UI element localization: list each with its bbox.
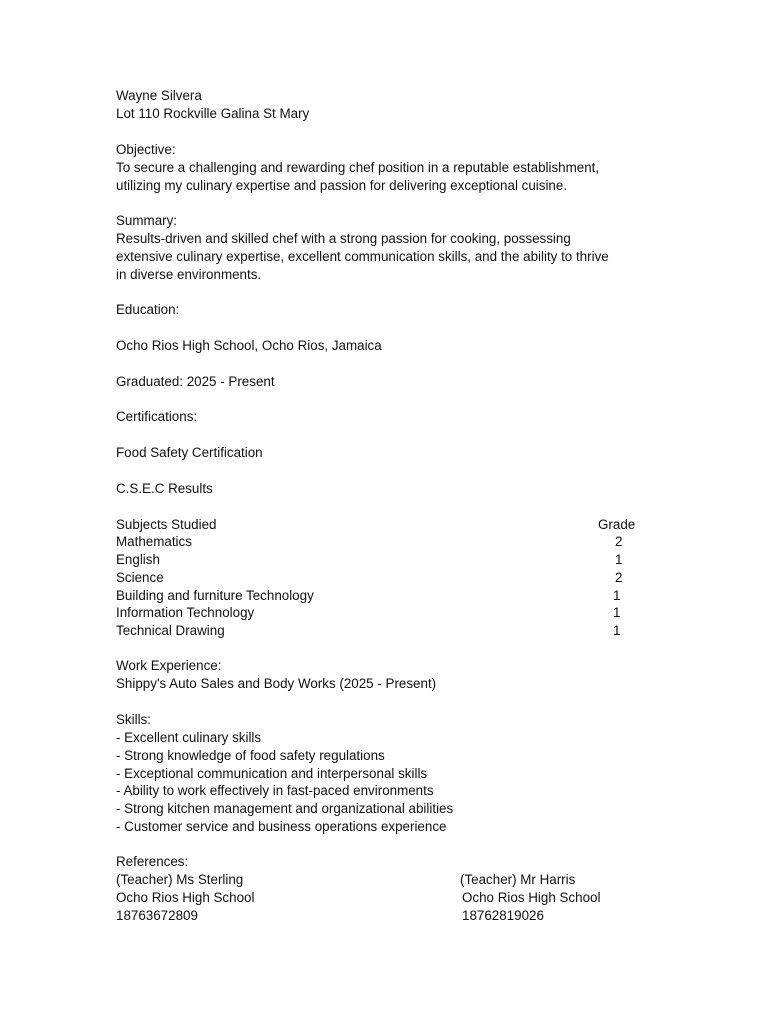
skill-item: - Exceptional communication and interpersonal skills (116, 766, 428, 781)
subject-grade: 1 (613, 588, 621, 603)
subject-grade: 2 (615, 534, 623, 549)
subject-name: Mathematics (116, 534, 192, 549)
skill-item: - Strong knowledge of food safety regulations (116, 748, 385, 763)
reference-left-phone: 18763672809 (116, 908, 198, 923)
skill-item: - Excellent culinary skills (116, 730, 262, 745)
applicant-name: Wayne Silvera (116, 88, 202, 103)
applicant-address: Lot 110 Rockville Galina St Mary (116, 106, 310, 121)
skill-item: - Strong kitchen management and organizational abilities (116, 801, 454, 816)
subject-grade: 1 (615, 552, 623, 567)
objective-line: To secure a challenging and rewarding chef position in a reputable establishment, (116, 160, 600, 175)
skill-item: - Customer service and business operations experience (116, 819, 447, 834)
reference-right-name: (Teacher) Mr Harris (460, 872, 576, 887)
summary-heading: Summary: (116, 213, 178, 228)
subject-name: Technical Drawing (116, 623, 225, 638)
objective-heading: Objective: (116, 142, 176, 157)
subject-grade: 1 (613, 605, 621, 620)
subject-name: Building and furniture Technology (116, 588, 314, 603)
certification-item: Food Safety Certification (116, 445, 263, 460)
education-graduated: Graduated: 2025 - Present (116, 374, 275, 389)
subject-grade: 1 (613, 623, 621, 638)
grade-header: Grade (598, 517, 636, 532)
work-heading: Work Experience: (116, 658, 222, 673)
certifications-heading: Certifications: (116, 409, 198, 424)
summary-line: in diverse environments. (116, 267, 262, 282)
skills-heading: Skills: (116, 712, 151, 727)
subject-grade: 2 (615, 570, 623, 585)
education-heading: Education: (116, 302, 180, 317)
summary-line: extensive culinary expertise, excellent communication skills, and the ability to thrive (116, 249, 609, 264)
subject-name: Information Technology (116, 605, 255, 620)
education-school: Ocho Rios High School, Ocho Rios, Jamaica (116, 338, 382, 353)
summary-line: Results-driven and skilled chef with a strong passion for cooking, possessing (116, 231, 571, 246)
subjects-header: Subjects Studied (116, 517, 217, 532)
reference-right-phone: 18762819026 (462, 908, 544, 923)
skill-item: - Ability to work effectively in fast-paced environments (116, 783, 434, 798)
subject-name: Science (116, 570, 164, 585)
work-item: Shippy's Auto Sales and Body Works (2025 - Present) (116, 676, 437, 691)
reference-left-school: Ocho Rios High School (116, 890, 255, 905)
objective-line: utilizing my culinary expertise and passion for delivering exceptional cuisine. (116, 178, 568, 193)
reference-right-school: Ocho Rios High School (462, 890, 601, 905)
reference-left-name: (Teacher) Ms Sterling (116, 872, 244, 887)
subject-name: English (116, 552, 160, 567)
csec-heading: C.S.E.C Results (116, 481, 213, 496)
references-heading: References: (116, 854, 189, 869)
